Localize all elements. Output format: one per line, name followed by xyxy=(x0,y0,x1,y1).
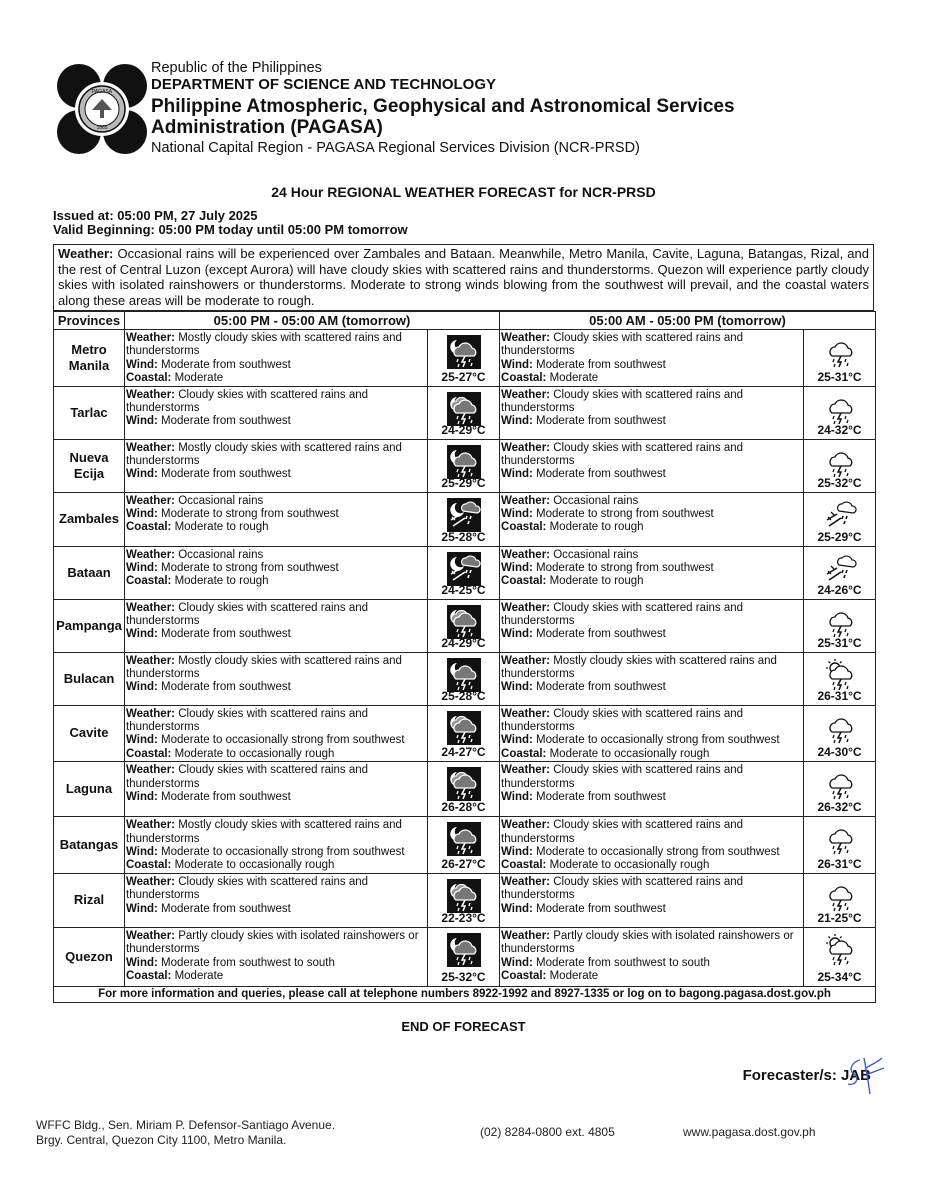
period-1-icon-cell xyxy=(428,817,500,874)
night-cloudy-thunderstorm-icon xyxy=(447,879,481,913)
period-2-temperature: 26-32°C xyxy=(817,800,862,815)
wind-line: Wind: Moderate from southwest xyxy=(126,415,291,428)
period-2-temperature: 25-34°C xyxy=(817,969,862,984)
coastal-line: Coastal: Moderate to occasionally rough xyxy=(501,859,710,872)
weather-line: Weather: Cloudy skies with scattered rains and thunderstorms xyxy=(501,332,744,358)
weather-line: Weather: Partly cloudy skies with isolated rainshowers or thunderstorms xyxy=(501,929,794,956)
coastal-text: Moderate xyxy=(174,970,224,983)
province-name: Laguna xyxy=(54,762,125,817)
wind-line: Wind: Moderate to strong from southwest xyxy=(501,508,714,521)
coastal-text: Moderate xyxy=(174,372,224,385)
period-1-description xyxy=(125,652,428,705)
end-of-forecast: END OF FORECAST xyxy=(401,1019,526,1034)
wind-line: Wind: Moderate to strong from southwest xyxy=(501,562,714,575)
wind-line: Wind: Moderate to strong from southwest xyxy=(126,508,339,521)
period-1-temperature: 25-32°C xyxy=(441,969,486,984)
contact-note: For more information and queries, please call at telephone numbers 8922-1992 and 8927-1335 or log on to bagong.pagasa.dost.gov.ph xyxy=(54,986,876,1002)
wind-line: Wind: Moderate from southwest xyxy=(501,791,666,804)
col-provinces: Provinces xyxy=(54,312,125,330)
wind-text: Moderate from southwest xyxy=(536,902,666,915)
wind-text: Moderate to occasionally strong from southwest xyxy=(161,734,405,747)
period-2-icon-cell xyxy=(804,439,876,492)
issued-at: Issued at: 05:00 PM, 27 July 2025 xyxy=(53,208,258,223)
republic-line: Republic of the Philippines xyxy=(151,60,322,76)
table-row xyxy=(54,927,876,986)
table-row xyxy=(54,546,876,599)
night-cloudy-thunderstorm-icon xyxy=(447,605,481,639)
weather-line: Weather: Occasional rains xyxy=(501,494,639,507)
coastal-line: Coastal: Moderate to rough xyxy=(126,521,269,534)
weather-line: Weather: Occasional rains xyxy=(126,494,264,507)
wind-line: Wind: Moderate from southwest xyxy=(126,468,291,481)
period-2-temperature: 24-30°C xyxy=(817,745,862,760)
thunderstorm-icon xyxy=(823,605,857,639)
period-1-description xyxy=(125,927,428,986)
period-1-temperature: 24-27°C xyxy=(441,745,486,760)
thunderstorm-icon xyxy=(823,822,857,856)
weather-line: Weather: Cloudy skies with scattered rains and thunderstorms xyxy=(126,601,369,628)
weather-line: Weather: Cloudy skies with scattered rains and thunderstorms xyxy=(501,707,744,734)
footer-address xyxy=(36,1118,335,1148)
weather-text: Cloudy skies with scattered rains and thunderstorms xyxy=(501,764,744,790)
wind-line: Wind: Moderate to occasionally strong from southwest xyxy=(501,734,780,747)
wind-line: Wind: Moderate from southwest xyxy=(501,468,666,481)
valid-beginning: Valid Beginning: 05:00 PM today until 05:00 PM tomorrow xyxy=(53,222,408,237)
wind-text: Moderate to occasionally strong from southwest xyxy=(536,846,780,859)
night-thunderstorm-icon xyxy=(447,335,481,369)
coastal-text: Moderate xyxy=(549,372,599,385)
weather-line: Weather: Mostly cloudy skies with scattered rains and thunderstorms xyxy=(501,654,777,681)
weather-text: Cloudy skies with scattered rains and thunderstorms xyxy=(501,601,744,628)
period-1-temperature: 26-28°C xyxy=(441,800,486,815)
wind-line: Wind: Moderate from southwest xyxy=(501,415,666,428)
period-2-icon-cell xyxy=(804,762,876,817)
period-2-description xyxy=(500,439,804,492)
period-1-icon-cell xyxy=(428,652,500,705)
period-1-icon-cell xyxy=(428,546,500,599)
weather-line: Weather: Mostly cloudy skies with scattered rains and thunderstorms xyxy=(126,819,402,845)
province-name: Bulacan xyxy=(54,652,125,705)
period-1-temperature: 24-29°C xyxy=(441,422,486,437)
wind-text: Moderate from southwest to south xyxy=(161,956,335,969)
coastal-text: Moderate to occasionally rough xyxy=(549,747,710,760)
period-1-icon-cell xyxy=(428,386,500,439)
weather-line: Weather: Cloudy skies with scattered rains and thunderstorms xyxy=(501,601,744,628)
col-period-1: 05:00 PM - 05:00 AM (tomorrow) xyxy=(125,312,500,330)
period-1-icon-cell xyxy=(428,873,500,927)
weather-line: Weather: Occasional rains xyxy=(501,548,639,561)
wind-text: Moderate to strong from southwest xyxy=(536,508,714,521)
weather-line: Weather: Cloudy skies with scattered rains and thunderstorms xyxy=(501,441,744,468)
sun-cloud-thunderstorm-icon xyxy=(823,658,857,692)
wind-line: Wind: Moderate from southwest xyxy=(501,681,666,694)
weather-line: Weather: Cloudy skies with scattered rains and thunderstorms xyxy=(501,819,744,845)
period-1-icon-cell xyxy=(428,599,500,652)
department-line: DEPARTMENT OF SCIENCE AND TECHNOLOGY xyxy=(151,75,497,93)
period-2-description xyxy=(500,599,804,652)
wind-text: Moderate from southwest xyxy=(161,681,291,694)
table-row xyxy=(54,652,876,705)
province-name: Cavite xyxy=(54,705,125,762)
period-2-icon-cell xyxy=(804,546,876,599)
weather-text: Cloudy skies with scattered rains and thunderstorms xyxy=(126,764,369,790)
wind-line: Wind: Moderate from southwest xyxy=(501,358,666,371)
table-row xyxy=(54,873,876,927)
thunderstorm-icon xyxy=(823,879,857,913)
wind-text: Moderate from southwest xyxy=(161,415,291,428)
coastal-text: Moderate to rough xyxy=(174,521,269,534)
period-2-icon-cell xyxy=(804,817,876,874)
period-1-temperature: 25-29°C xyxy=(441,475,486,490)
summary-label: Weather: xyxy=(58,246,114,261)
table-row xyxy=(54,817,876,874)
province-name: Nueva Ecija xyxy=(54,439,125,492)
weather-text: Cloudy skies with scattered rains and thunderstorms xyxy=(126,601,369,628)
weather-text: Cloudy skies with scattered rains and thunderstorms xyxy=(126,388,369,415)
wind-line: Wind: Moderate from southwest to south xyxy=(501,956,710,969)
coastal-line: Coastal: Moderate xyxy=(501,372,599,385)
weather-line: Weather: Cloudy skies with scattered rains and thunderstorms xyxy=(501,764,744,790)
wind-text: Moderate to occasionally strong from southwest xyxy=(161,846,405,859)
weather-line: Weather: Mostly cloudy skies with scattered rains and thunderstorms xyxy=(126,654,402,681)
period-2-description xyxy=(500,546,804,599)
summary-text: Occasional rains will be experienced over Zambales and Bataan. Meanwhile, Metro Manila, Cavite, Laguna, Batangas, Rizal, and the rest of Central Luzon (except Aurora) will have cloudy skies with scattered rains and thunderstorms. Quezon will experience partly cloudy skies with isolated rainshowers or thunderstorms. Moderate to strong winds blowing from the southwest will prevail, and the coastal waters along these areas will be moderate to rough. xyxy=(58,246,869,308)
period-2-temperature: 25-31°C xyxy=(817,635,862,650)
period-1-temperature: 22-23°C xyxy=(441,910,486,925)
wind-text: Moderate to strong from southwest xyxy=(536,562,714,575)
period-1-temperature: 25-28°C xyxy=(441,688,486,703)
period-2-icon-cell xyxy=(804,873,876,927)
wind-line: Wind: Moderate from southwest xyxy=(126,681,291,694)
period-2-description xyxy=(500,927,804,986)
wind-text: Moderate from southwest xyxy=(161,791,291,804)
weather-line: Weather: Cloudy skies with scattered rains and thunderstorms xyxy=(126,388,369,415)
period-2-temperature: 26-31°C xyxy=(817,856,862,871)
wind-text: Moderate from southwest xyxy=(536,681,666,694)
wind-line: Wind: Moderate to occasionally strong from southwest xyxy=(501,846,780,859)
coastal-line: Coastal: Moderate xyxy=(126,970,224,983)
weather-text: Cloudy skies with scattered rains and thunderstorms xyxy=(501,441,744,468)
wind-line: Wind: Moderate from southwest xyxy=(126,358,291,371)
period-2-description xyxy=(500,705,804,762)
weather-text: Occasional rains xyxy=(178,494,264,507)
period-1-icon-cell xyxy=(428,705,500,762)
wind-text: Moderate from southwest xyxy=(536,628,666,641)
province-name: Tarlac xyxy=(54,386,125,439)
table-footer-row xyxy=(54,986,876,1002)
period-1-description xyxy=(125,762,428,817)
weather-line: Weather: Cloudy skies with scattered rains and thunderstorms xyxy=(501,875,744,902)
weather-text: Mostly cloudy skies with scattered rains and thunderstorms xyxy=(501,654,777,681)
province-name: Bataan xyxy=(54,546,125,599)
forecast-table xyxy=(53,311,876,1003)
weather-line: Weather: Occasional rains xyxy=(126,548,264,561)
night-thunderstorm-icon xyxy=(447,933,481,967)
period-2-temperature: 25-31°C xyxy=(817,369,862,384)
period-1-description xyxy=(125,599,428,652)
logo-year: 1865 xyxy=(96,125,108,131)
wind-text: Moderate from southwest xyxy=(536,791,666,804)
period-1-temperature: 26-27°C xyxy=(441,856,486,871)
weather-text: Occasional rains xyxy=(553,548,639,561)
weather-text: Cloudy skies with scattered rains and thunderstorms xyxy=(501,707,744,734)
period-2-temperature: 24-32°C xyxy=(817,422,862,437)
province-name: Quezon xyxy=(54,927,125,986)
weather-text: Cloudy skies with scattered rains and thunderstorms xyxy=(501,819,744,845)
thunderstorm-icon xyxy=(823,392,857,426)
wind-text: Moderate from southwest xyxy=(161,358,291,371)
rain-wind-icon xyxy=(823,552,857,586)
table-row xyxy=(54,439,876,492)
period-2-icon-cell xyxy=(804,386,876,439)
coastal-text: Moderate to rough xyxy=(549,575,644,588)
letterhead xyxy=(151,61,735,155)
period-2-temperature: 24-26°C xyxy=(817,582,862,597)
period-2-icon-cell xyxy=(804,330,876,387)
night-cloudy-thunderstorm-icon xyxy=(447,711,481,745)
period-2-description xyxy=(500,817,804,874)
weather-text: Mostly cloudy skies with scattered rains and thunderstorms xyxy=(126,654,402,681)
wind-line: Wind: Moderate to strong from southwest xyxy=(126,562,339,575)
wind-text: Moderate to strong from southwest xyxy=(161,508,339,521)
forecaster-signature xyxy=(838,1050,888,1100)
thunderstorm-icon xyxy=(823,767,857,801)
province-name: Batangas xyxy=(54,817,125,874)
division-line: National Capital Region - PAGASA Regional Services Division (NCR-PRSD) xyxy=(151,139,640,156)
night-cloudy-thunderstorm-icon xyxy=(447,767,481,801)
period-1-description xyxy=(125,439,428,492)
coastal-line: Coastal: Moderate xyxy=(501,970,599,983)
period-1-description xyxy=(125,817,428,874)
coastal-line: Coastal: Moderate xyxy=(126,372,224,385)
wind-line: Wind: Moderate from southwest xyxy=(501,902,666,915)
table-row xyxy=(54,492,876,546)
wind-text: Moderate from southwest xyxy=(161,468,291,481)
wind-line: Wind: Moderate from southwest xyxy=(126,902,291,915)
rain-wind-icon xyxy=(823,498,857,532)
table-row xyxy=(54,705,876,762)
period-2-icon-cell xyxy=(804,492,876,546)
wind-text: Moderate from southwest xyxy=(536,415,666,428)
weather-text: Occasional rains xyxy=(178,548,264,561)
period-2-description xyxy=(500,386,804,439)
coastal-text: Moderate to occasionally rough xyxy=(549,859,710,872)
province-name: Pampanga xyxy=(54,599,125,652)
period-2-temperature: 26-31°C xyxy=(817,688,862,703)
thunderstorm-icon xyxy=(823,445,857,479)
night-rain-wind-icon xyxy=(447,498,481,532)
wind-line: Wind: Moderate to occasionally strong from southwest xyxy=(126,734,405,747)
night-rain-wind-icon xyxy=(447,552,481,586)
weather-text: Mostly cloudy skies with scattered rains and thunderstorms xyxy=(126,819,402,845)
period-1-description xyxy=(125,705,428,762)
period-2-description xyxy=(500,652,804,705)
period-2-icon-cell xyxy=(804,705,876,762)
footer-website[interactable]: www.pagasa.dost.gov.ph xyxy=(683,1125,816,1139)
coastal-text: Moderate xyxy=(549,970,599,983)
wind-line: Wind: Moderate from southwest xyxy=(126,628,291,641)
weather-line: Weather: Partly cloudy skies with isolated rainshowers or thunderstorms xyxy=(126,929,419,956)
wind-line: Wind: Moderate to occasionally strong from southwest xyxy=(126,846,405,859)
coastal-line: Coastal: Moderate to rough xyxy=(501,521,644,534)
table-header-row xyxy=(54,312,876,330)
night-thunderstorm-icon xyxy=(447,822,481,856)
coastal-line: Coastal: Moderate to occasionally rough xyxy=(126,747,335,760)
thunderstorm-icon xyxy=(823,711,857,745)
period-2-temperature: 25-32°C xyxy=(817,475,862,490)
period-1-description xyxy=(125,330,428,387)
weather-text: Cloudy skies with scattered rains and thunderstorms xyxy=(126,875,369,902)
pagasa-logo xyxy=(56,63,148,155)
wind-line: Wind: Moderate from southwest xyxy=(126,791,291,804)
issue-info xyxy=(53,209,408,237)
forecaster-label: Forecaster/s: JAB xyxy=(742,1067,871,1084)
wind-text: Moderate from southwest xyxy=(161,628,291,641)
coastal-line: Coastal: Moderate to rough xyxy=(501,575,644,588)
coastal-text: Moderate to occasionally rough xyxy=(174,859,335,872)
province-name: Zambales xyxy=(54,492,125,546)
coastal-text: Moderate to rough xyxy=(549,521,644,534)
period-2-description xyxy=(500,873,804,927)
period-1-temperature: 24-25°C xyxy=(441,582,486,597)
col-period-2: 05:00 AM - 05:00 PM (tomorrow) xyxy=(500,312,876,330)
period-2-temperature: 21-25°C xyxy=(817,910,862,925)
coastal-text: Moderate to rough xyxy=(174,575,269,588)
period-1-icon-cell xyxy=(428,927,500,986)
wind-text: Moderate from southwest xyxy=(536,468,666,481)
period-1-description xyxy=(125,386,428,439)
coastal-line: Coastal: Moderate to rough xyxy=(126,575,269,588)
period-1-temperature: 24-29°C xyxy=(441,635,486,650)
period-1-description xyxy=(125,492,428,546)
weather-text: Occasional rains xyxy=(553,494,639,507)
weather-line: Weather: Cloudy skies with scattered rains and thunderstorms xyxy=(126,764,369,790)
footer-phone: (02) 8284-0800 ext. 4805 xyxy=(480,1125,615,1139)
province-name: Metro Manila xyxy=(54,330,125,387)
wind-line: Wind: Moderate from southwest xyxy=(501,628,666,641)
weather-text: Mostly cloudy skies with scattered rains and thunderstorms xyxy=(126,332,402,358)
weather-text: Partly cloudy skies with isolated rainshowers or thunderstorms xyxy=(126,929,419,956)
wind-text: Moderate from southwest xyxy=(536,358,666,371)
weather-summary xyxy=(53,244,874,311)
weather-line: Weather: Cloudy skies with scattered rains and thunderstorms xyxy=(501,388,744,415)
period-1-description xyxy=(125,873,428,927)
wind-line: Wind: Moderate from southwest to south xyxy=(126,956,335,969)
period-1-icon-cell xyxy=(428,330,500,387)
coastal-line: Coastal: Moderate to occasionally rough xyxy=(501,747,710,760)
agency-line-2: Administration (PAGASA) xyxy=(151,116,383,138)
period-1-description xyxy=(125,546,428,599)
weather-text: Mostly cloudy skies with scattered rains and thunderstorms xyxy=(126,441,402,468)
night-cloudy-thunderstorm-icon xyxy=(447,392,481,426)
sun-cloud-thunderstorm-icon xyxy=(823,933,857,967)
weather-text: Cloudy skies with scattered rains and thunderstorms xyxy=(501,875,744,902)
period-1-icon-cell xyxy=(428,762,500,817)
period-1-temperature: 25-27°C xyxy=(441,369,486,384)
thunderstorm-icon xyxy=(823,335,857,369)
table-row xyxy=(54,386,876,439)
province-name: Rizal xyxy=(54,873,125,927)
logo-text: PAGASA xyxy=(91,89,113,95)
address-line-2: Brgy. Central, Quezon City 1100, Metro Manila. xyxy=(36,1133,287,1147)
agency-line-1: Philippine Atmospheric, Geophysical and Astronomical Services xyxy=(151,95,735,117)
period-2-description xyxy=(500,762,804,817)
wind-text: Moderate to occasionally strong from southwest xyxy=(536,734,780,747)
table-row xyxy=(54,330,876,387)
period-1-icon-cell xyxy=(428,492,500,546)
period-2-icon-cell xyxy=(804,652,876,705)
table-row xyxy=(54,762,876,817)
period-2-description xyxy=(500,330,804,387)
coastal-text: Moderate to occasionally rough xyxy=(174,747,335,760)
wind-text: Moderate from southwest xyxy=(161,902,291,915)
weather-line: Weather: Cloudy skies with scattered rains and thunderstorms xyxy=(126,875,369,902)
weather-line: Weather: Mostly cloudy skies with scattered rains and thunderstorms xyxy=(126,441,402,468)
period-1-temperature: 25-28°C xyxy=(441,529,486,544)
table-row xyxy=(54,599,876,652)
period-2-icon-cell xyxy=(804,927,876,986)
wind-text: Moderate from southwest to south xyxy=(536,956,710,969)
period-2-icon-cell xyxy=(804,599,876,652)
weather-text: Partly cloudy skies with isolated rainshowers or thunderstorms xyxy=(501,929,794,956)
forecast-title: 24 Hour REGIONAL WEATHER FORECAST for NCR-PRSD xyxy=(271,184,656,200)
weather-text: Cloudy skies with scattered rains and thunderstorms xyxy=(501,388,744,415)
period-2-description xyxy=(500,492,804,546)
weather-text: Cloudy skies with scattered rains and thunderstorms xyxy=(501,332,744,358)
wind-text: Moderate to strong from southwest xyxy=(161,562,339,575)
coastal-line: Coastal: Moderate to occasionally rough xyxy=(126,859,335,872)
weather-line: Weather: Cloudy skies with scattered rains and thunderstorms xyxy=(126,707,369,734)
night-thunderstorm-icon xyxy=(447,658,481,692)
weather-text: Cloudy skies with scattered rains and thunderstorms xyxy=(126,707,369,734)
period-2-temperature: 25-29°C xyxy=(817,529,862,544)
address-line-1: WFFC Bldg., Sen. Miriam P. Defensor-Santiago Avenue. xyxy=(36,1118,336,1132)
night-thunderstorm-icon xyxy=(447,445,481,479)
weather-line: Weather: Mostly cloudy skies with scattered rains and thunderstorms xyxy=(126,332,402,358)
period-1-icon-cell xyxy=(428,439,500,492)
